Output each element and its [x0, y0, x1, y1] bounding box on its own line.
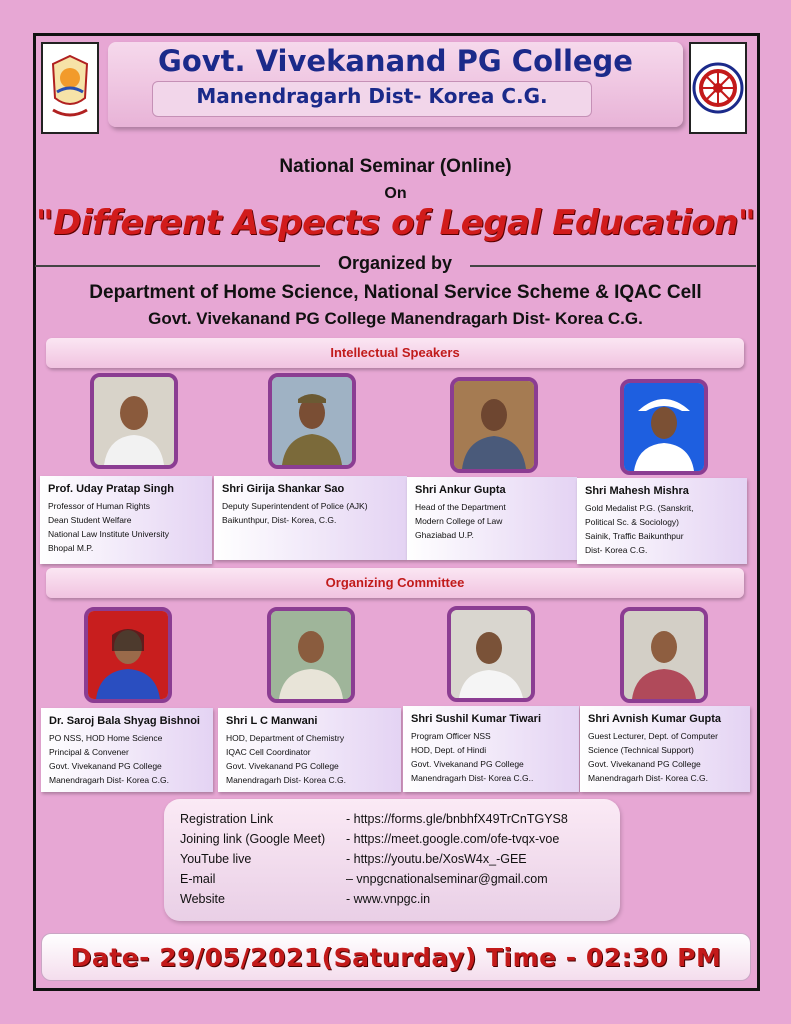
- committee-detail: HOD, Dept. of Hindi: [411, 745, 487, 755]
- link-label: Website: [180, 892, 225, 906]
- committee-detail: PO NSS, HOD Home Science: [49, 733, 163, 743]
- speaker-card: [577, 478, 747, 564]
- speaker-detail: Gold Medalist P.G. (Sanskrit,: [585, 503, 694, 513]
- seminar-type: National Seminar (Online): [279, 156, 512, 177]
- committee-detail: Science (Technical Support): [588, 745, 694, 755]
- speaker-photo: [268, 373, 356, 469]
- committee-card: [218, 708, 401, 792]
- committee-name: Shri Avnish Kumar Gupta: [588, 713, 722, 725]
- committee-name: Shri L C Manwani: [226, 715, 318, 727]
- speaker-name: Shri Girija Shankar Sao: [222, 483, 345, 495]
- speaker-detail: Modern College of Law: [415, 516, 503, 526]
- speaker-detail: Political Sc. & Sociology): [585, 517, 680, 527]
- committee-name: Dr. Saroj Bala Shyag Bishnoi: [49, 715, 200, 727]
- committee-photo: [447, 606, 535, 702]
- organized-by-label: Organized by: [337, 253, 453, 273]
- speaker-card: [214, 476, 407, 560]
- committee-detail: Manendragarh Dist- Korea C.G.: [49, 775, 169, 785]
- committee-detail: IQAC Cell Coordinator: [226, 747, 311, 757]
- speaker-name: Shri Mahesh Mishra: [585, 485, 689, 497]
- speaker-name: Prof. Uday Pratap Singh: [48, 483, 174, 495]
- committee-photo: [84, 607, 172, 703]
- speaker-photo: [450, 377, 538, 473]
- divider-left: [35, 265, 320, 267]
- committee-photo: [620, 607, 708, 703]
- speaker-detail: Professor of Human Rights: [48, 501, 151, 511]
- college-location: Manendragarh Dist- Korea C.G.: [196, 84, 548, 108]
- speaker-detail: Bhopal M.P.: [48, 543, 94, 553]
- committee-detail: Govt. Vivekanand PG College: [49, 761, 162, 771]
- committee-detail: Principal & Convener: [49, 747, 129, 757]
- speaker-detail: National Law Institute University: [48, 529, 169, 539]
- speaker-name: Shri Ankur Gupta: [415, 484, 506, 496]
- speaker-photo: [620, 379, 708, 475]
- organizing-departments: Department of Home Science, National Service Scheme & IQAC Cell: [89, 282, 702, 303]
- committee-name: Shri Sushil Kumar Tiwari: [411, 713, 541, 725]
- speaker-detail: Sainik, Traffic Baikunthpur: [585, 531, 684, 541]
- youtube-link[interactable]: - https://youtu.be/XosW4x_-GEE: [346, 852, 527, 866]
- college-emblem-icon: [41, 42, 99, 134]
- committee-card: [580, 706, 750, 792]
- link-label: Registration Link: [180, 812, 274, 826]
- link-label: E-mail: [180, 872, 216, 886]
- speaker-detail: Deputy Superintendent of Police (AJK): [222, 501, 368, 511]
- date-time-banner: Date- 29/05/2021(Saturday) Time - 02:30 PM: [41, 933, 751, 981]
- committee-detail: Program Officer NSS: [411, 731, 491, 741]
- speaker-card: [40, 476, 212, 564]
- committee-detail: Govt. Vivekanand PG College: [588, 759, 701, 769]
- speaker-detail: Ghaziabad U.P.: [415, 530, 474, 540]
- committee-photo: [267, 607, 355, 703]
- organizing-college: Govt. Vivekanand PG College Manendragarh Dist- Korea C.G.: [148, 309, 643, 328]
- committee-detail: Govt. Vivekanand PG College: [411, 759, 524, 769]
- seminar-theme: "Different Aspects of Legal Education": [35, 203, 756, 243]
- committee-detail: Manendragarh Dist- Korea C.G.: [588, 773, 708, 783]
- nss-wheel-icon: [689, 42, 747, 134]
- speaker-photo: [90, 373, 178, 469]
- divider-right: [470, 265, 756, 267]
- speakers-heading: Intellectual Speakers: [46, 338, 744, 368]
- speaker-detail: Baikunthpur, Dist- Korea, C.G.: [222, 515, 337, 525]
- speaker-card: [407, 477, 577, 560]
- committee-card: [403, 706, 579, 792]
- speaker-detail: Dean Student Welfare: [48, 515, 132, 525]
- speaker-detail: Head of the Department: [415, 502, 506, 512]
- email-link[interactable]: – vnpgcnationalseminar@gmail.com: [346, 872, 548, 886]
- committee-detail: Guest Lecturer, Dept. of Computer: [588, 731, 718, 741]
- website-link[interactable]: - www.vnpgc.in: [346, 892, 431, 906]
- speaker-detail: Dist- Korea C.G.: [585, 545, 648, 555]
- committee-detail: HOD, Department of Chemistry: [226, 733, 345, 743]
- committee-heading: Organizing Committee: [46, 568, 744, 598]
- seminar-on: On: [384, 185, 407, 202]
- committee-detail: Manendragarh Dist- Korea C.G..: [411, 773, 534, 783]
- committee-card: [41, 708, 213, 792]
- meet-link[interactable]: - https://meet.google.com/ofe-tvqx-voe: [346, 832, 560, 846]
- committee-detail: Govt. Vivekanand PG College: [226, 761, 339, 771]
- college-title: Govt. Vivekanand PG College: [158, 44, 633, 78]
- link-label: Joining link (Google Meet): [180, 832, 326, 846]
- committee-detail: Manendragarh Dist- Korea C.G.: [226, 775, 346, 785]
- link-label: YouTube live: [180, 852, 252, 866]
- registration-link[interactable]: - https://forms.gle/bnbhfX49TrCnTGYS8: [346, 812, 568, 826]
